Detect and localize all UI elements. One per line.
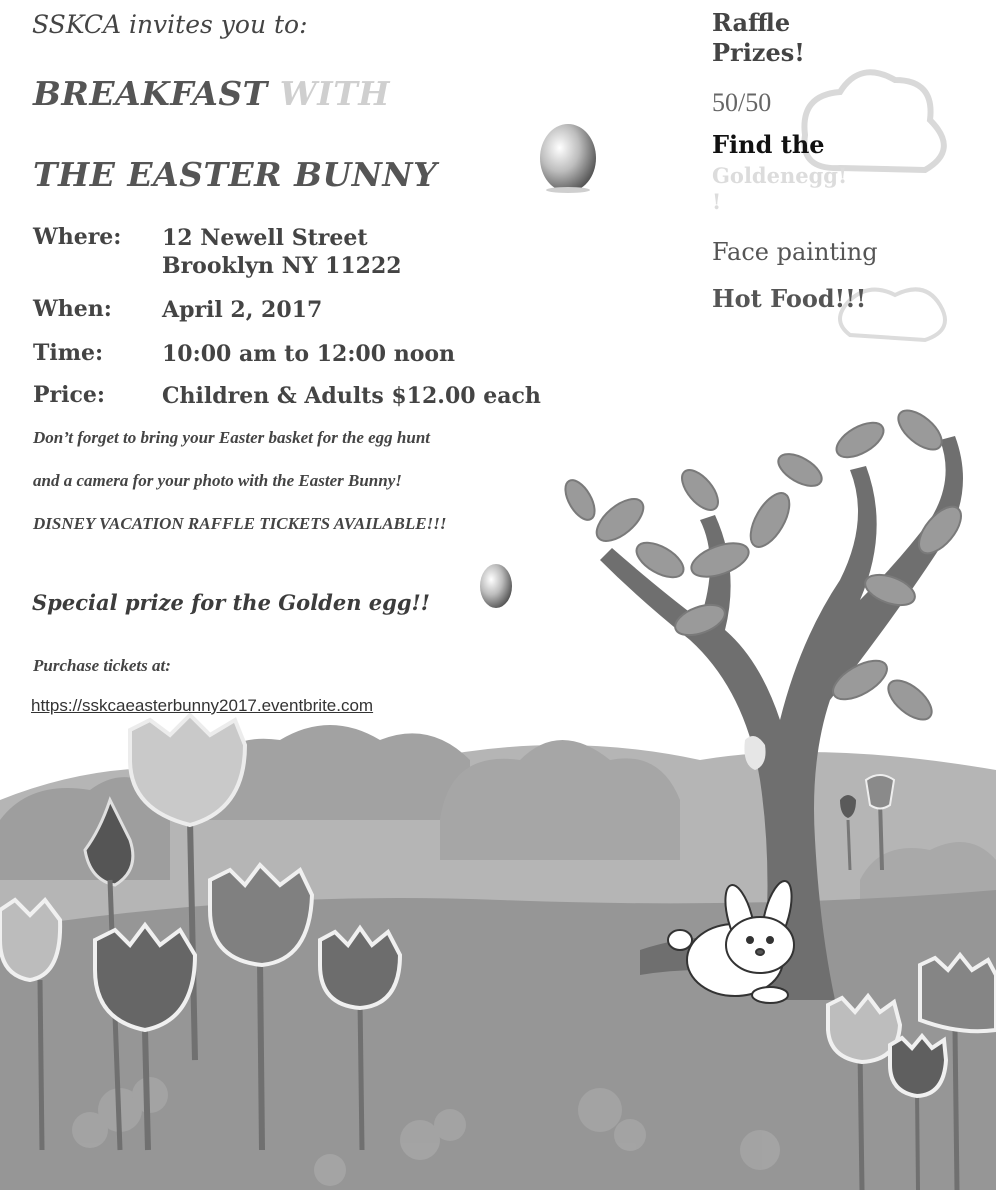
price-value: Children & Adults $12.00 each — [162, 383, 541, 409]
time-label: Time: — [33, 340, 104, 366]
time-value: 10:00 am to 12:00 noon — [162, 341, 456, 367]
note-camera: and a camera for your photo with the Easter Bunny! — [33, 471, 402, 490]
purchase-label: Purchase tickets at: — [33, 656, 171, 675]
note-basket: Don’t forget to bring your Easter basket for the egg hunt — [33, 428, 431, 447]
raffle-line2: Prizes! — [712, 38, 805, 67]
sidebar-face-painting: Face painting — [712, 238, 878, 266]
sidebar-golden-egg — [712, 163, 892, 215]
sidebar-raffle — [712, 8, 805, 68]
title-breakfast: BREAKFAST — [33, 74, 268, 113]
sidebar-find: Find the — [712, 130, 825, 159]
sidebar-5050: 50/50 — [712, 88, 772, 117]
cloud-icon — [804, 72, 943, 170]
where-address — [162, 224, 402, 280]
event-title-line2: THE EASTER BUNNY — [33, 155, 438, 194]
address-line1: 12 Newell Street — [162, 225, 368, 251]
note-raffle: DISNEY VACATION RAFFLE TICKETS AVAILABLE!!! — [33, 514, 447, 533]
golden-egg-icon — [480, 564, 512, 608]
ticket-link[interactable]: https://sskcaeasterbunny2017.eventbrite.com — [31, 696, 374, 715]
golden-tail: ! — [712, 189, 722, 214]
golden-text: Goldenegg! — [712, 163, 848, 188]
price-label: Price: — [33, 382, 106, 408]
where-label: Where: — [33, 224, 122, 250]
title-with: WITH — [279, 74, 390, 113]
invite-line: SSKCA invites you to: — [32, 10, 308, 39]
address-line2: Brooklyn NY 11222 — [162, 253, 402, 279]
when-label: When: — [33, 296, 112, 322]
when-value: April 2, 2017 — [162, 297, 323, 323]
golden-egg-icon — [540, 124, 596, 193]
special-prize: Special prize for the Golden egg!! — [32, 590, 430, 615]
sidebar-hot-food: Hot Food!!! — [712, 284, 867, 313]
raffle-line1: Raffle — [712, 8, 791, 37]
event-title-line1 — [33, 74, 390, 113]
